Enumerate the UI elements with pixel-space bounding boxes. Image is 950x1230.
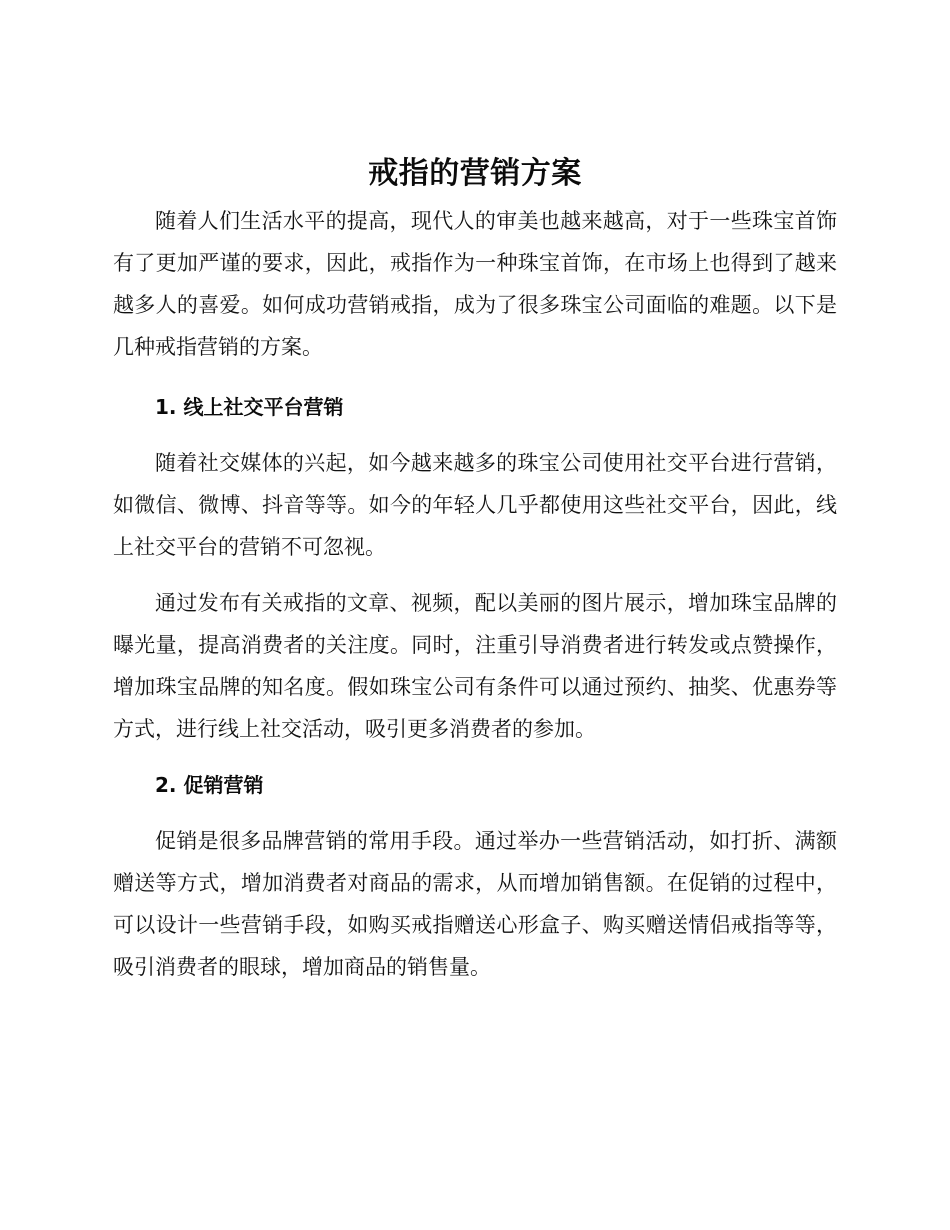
section-promotion [113,764,837,988]
section-social-platform [113,386,837,750]
section-paragraph: 随着社交媒体的兴起，如今越来越多的珠宝公司使用社交平台进行营销，如微信、微博、抖音等等。如今的年轻人几乎都使用这些社交平台，因此，线上社交平台的营销不可忽视。 [113,451,837,559]
document-title: 戒指的营销方案 [368,156,582,191]
section-paragraph: 促销是很多品牌营销的常用手段。通过举办一些营销活动，如打折、满额赠送等方式，增加消费者对商品的需求，从而增加销售额。在促销的过程中，可以设计一些营销手段，如购买戒指赠送心形盒子、购买赠送情侣戒指等等，吸引消费者的眼球，增加商品的销售量。 [113,829,837,979]
section-heading: 1. 线上社交平台营销 [155,395,344,419]
intro-paragraph: 随着人们生活水平的提高，现代人的审美也越来越高，对于一些珠宝首饰有了更加严谨的要求，因此，戒指作为一种珠宝首饰，在市场上也得到了越来越多人的喜爱。如何成功营销戒指，成为了很多珠宝公司面临的难题。以下是几种戒指营销的方案。 [113,209,837,359]
section-heading: 2. 促销营销 [155,773,264,797]
section-paragraph: 通过发布有关戒指的文章、视频，配以美丽的图片展示，增加珠宝品牌的曝光量，提高消费者的关注度。同时，注重引导消费者进行转发或点赞操作，增加珠宝品牌的知名度。假如珠宝公司有条件可以通过预约、抽奖、优惠券等方式，进行线上社交活动，吸引更多消费者的参加。 [113,591,837,741]
